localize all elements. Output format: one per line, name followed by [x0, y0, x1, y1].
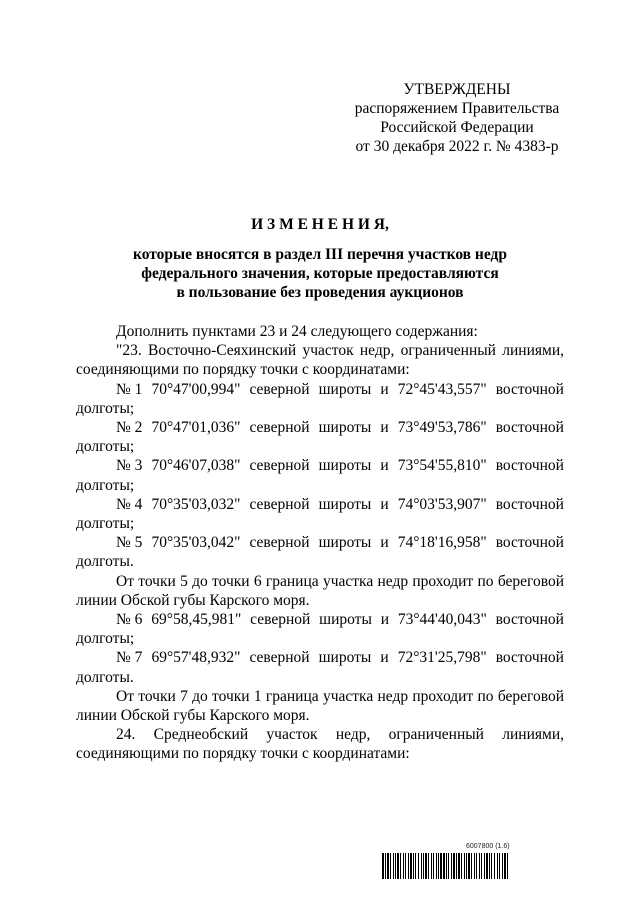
- barcode-label: 6007800 (1.6): [466, 843, 510, 850]
- coord-lat-word2: широты: [318, 649, 372, 667]
- stamp-approved: УТВЕРЖДЕНЫ: [403, 81, 511, 98]
- coord-lat-word2: широты: [318, 495, 372, 513]
- coord-lat: 70°47'00,994": [151, 380, 241, 398]
- coord-and: и: [380, 419, 389, 437]
- coord-lat-word: северной: [249, 419, 310, 437]
- coord-label: № 3: [116, 457, 143, 475]
- coord-lon: 74°03'53,907": [397, 495, 487, 513]
- points-list-a: [76, 380, 564, 572]
- coord-lat-word: северной: [249, 534, 310, 552]
- coord-and: и: [380, 649, 389, 667]
- coord-lat-word: северной: [249, 457, 310, 475]
- coord-label: № 5: [116, 534, 143, 552]
- stamp-government: Российской Федерации: [380, 119, 534, 136]
- coord-lat-word2: широты: [318, 380, 372, 398]
- item-24-paragraph: 24. Среднеобский участок недр, ограниченный линиями, соединяющими по порядку точки с координатами:: [76, 726, 564, 763]
- stamp-date-number: от 30 декабря 2022 г. № 4383-р: [355, 138, 559, 155]
- coord-and: и: [380, 380, 389, 398]
- coord-lon-word: восточной: [495, 419, 564, 437]
- coord-tail: долготы.: [76, 668, 134, 686]
- coord-label: № 4: [116, 495, 143, 513]
- coord-tail: долготы;: [76, 630, 135, 648]
- coord-tail: долготы;: [76, 438, 135, 456]
- item-23-paragraph: "23. Восточно-Сеяхинский участок недр, ограниченный линиями, соединяющими по порядку точки с координатами:: [76, 342, 564, 379]
- coord-lat-word2: широты: [318, 419, 372, 437]
- coord-lon-word: восточной: [495, 380, 564, 398]
- coord-lat: 70°46'07,038": [151, 457, 241, 475]
- coordinate-row: [76, 495, 564, 514]
- coord-lat-word: северной: [249, 495, 310, 513]
- coordinate-row: [76, 648, 564, 667]
- coord-lon: 74°18'16,958": [397, 534, 487, 552]
- coord-tail: долготы;: [76, 476, 135, 494]
- subtitle-line-2: федерального значения, которые предоставляются: [141, 265, 499, 282]
- coord-tail: долготы;: [76, 399, 135, 417]
- coord-and: и: [380, 495, 389, 513]
- coord-lat: 70°47'01,036": [151, 419, 241, 437]
- subtitle-line-1: которые вносятся в раздел III перечня участков недр: [133, 246, 507, 263]
- intro-paragraph: Дополнить пунктами 23 и 24 следующего содержания:: [116, 323, 478, 340]
- coord-label: № 2: [116, 419, 143, 437]
- coord-lat-word2: широты: [318, 534, 372, 552]
- coord-lon-word: восточной: [495, 457, 564, 475]
- subtitle-line-3: в пользование без проведения аукционов: [176, 284, 464, 301]
- coord-lon-word: восточной: [495, 495, 564, 513]
- barcode-bar: [508, 853, 509, 879]
- document-body: [76, 322, 564, 764]
- coordinate-row: [76, 380, 564, 399]
- coord-lon-word: восточной: [495, 611, 564, 629]
- coordinate-row: [76, 418, 564, 437]
- coord-tail: долготы;: [76, 515, 135, 533]
- coord-lat: 70°35'03,032": [151, 495, 241, 513]
- approval-stamp: [352, 80, 562, 156]
- boundary-7-1-paragraph: От точки 7 до точки 1 граница участка недр проходит по береговой линии Обской губы Карского моря.: [76, 687, 564, 725]
- coord-lon: 72°31'25,798": [397, 649, 487, 667]
- coord-lon: 73°49'53,786": [397, 419, 487, 437]
- document-subtitle: [120, 245, 520, 302]
- coord-lat: 69°58,45,981": [151, 611, 242, 629]
- boundary-5-6-paragraph: От точки 5 до точки 6 граница участка недр проходит по береговой линии Обской губы Карского моря.: [76, 572, 564, 609]
- coord-label: № 1: [116, 380, 143, 398]
- coord-tail: долготы.: [76, 553, 134, 571]
- coord-and: и: [380, 457, 389, 475]
- barcode-image: [382, 853, 565, 879]
- coord-lon-word: восточной: [495, 649, 564, 667]
- coord-lat-word2: широты: [318, 457, 372, 475]
- coord-label: № 7: [116, 649, 143, 667]
- coord-label: № 6: [116, 611, 143, 629]
- stamp-order: распоряжением Правительства: [354, 100, 560, 117]
- coord-lon: 72°45'43,557": [397, 380, 487, 398]
- coord-lat-word: северной: [250, 611, 311, 629]
- coord-and: и: [380, 534, 389, 552]
- coord-lon: 73°54'55,810": [397, 457, 487, 475]
- coordinate-row: [76, 533, 564, 552]
- coord-and: и: [380, 611, 389, 629]
- coord-lat-word2: широты: [319, 611, 372, 629]
- coord-lat-word: северной: [249, 380, 310, 398]
- coord-lat: 70°35'03,042": [151, 534, 241, 552]
- document-title: И З М Е Н Е Н И Я,: [251, 216, 389, 233]
- coordinate-row: [76, 610, 564, 629]
- coord-lat: 69°57'48,932": [151, 649, 241, 667]
- points-list-b: [76, 610, 564, 687]
- coord-lon-word: восточной: [495, 534, 564, 552]
- coordinate-row: [76, 456, 564, 475]
- coord-lon: 73°44'40,043": [397, 611, 487, 629]
- coord-lat-word: северной: [249, 649, 310, 667]
